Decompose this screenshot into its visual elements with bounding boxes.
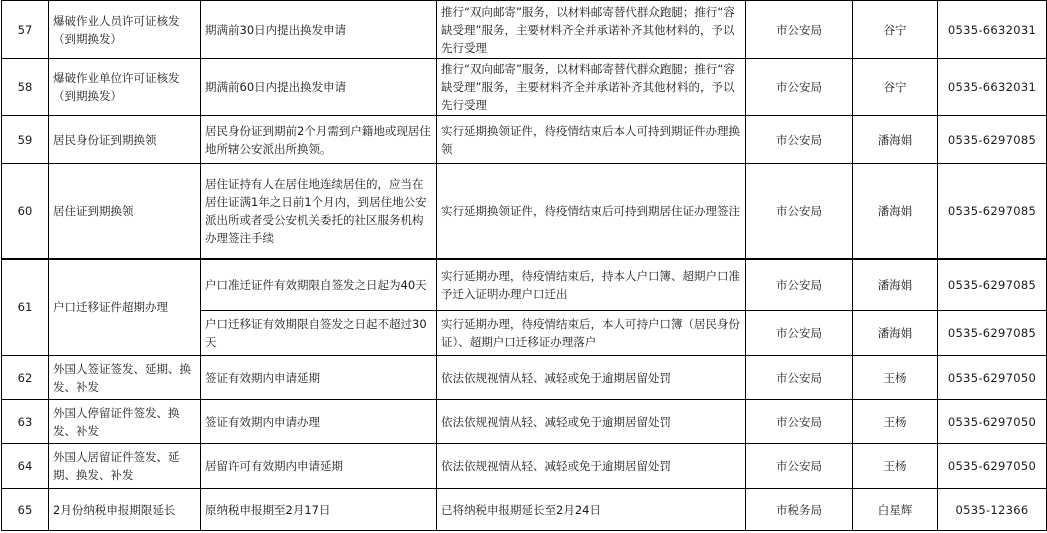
item-name: 户口迁移证件超期办理 <box>49 259 201 356</box>
requirement: 签证有效期内申请延期 <box>201 356 437 400</box>
measure: 实行延期换领证件，待疫情结束后可持到期居住证办理签注 <box>437 164 746 259</box>
phone-number: 0535-6297085 <box>938 311 1047 356</box>
item-name: 外国人签证签发、延期、换发、补发 <box>49 356 201 400</box>
department: 市公安局 <box>746 1 853 59</box>
contact-person: 王杨 <box>853 356 938 400</box>
requirement: 户口迁移证有效期限自签发之日起不超过30天 <box>201 311 437 356</box>
department: 市公安局 <box>746 400 853 444</box>
contact-person: 白星辉 <box>853 489 938 531</box>
requirement: 户口准迁证件有效期限自签发之日起为40天 <box>201 259 437 311</box>
contact-person: 谷宁 <box>853 1 938 59</box>
measure: 已将纳税申报期延长至2月24日 <box>437 489 746 531</box>
row-number: 64 <box>2 444 49 489</box>
requirement: 居留许可有效期内申请延期 <box>201 444 437 489</box>
row-number: 59 <box>2 116 49 164</box>
phone-number: 0535-12366 <box>938 489 1047 531</box>
department: 市公安局 <box>746 444 853 489</box>
contact-person: 潘海娟 <box>853 116 938 164</box>
phone-number: 0535-6632031 <box>938 1 1047 59</box>
row-number: 58 <box>2 59 49 116</box>
item-name: 外国人居留证件签发、延期、换发、补发 <box>49 444 201 489</box>
phone-number: 0535-6297050 <box>938 356 1047 400</box>
requirement: 期满前30日内提出换发申请 <box>201 1 437 59</box>
measure: 推行“双向邮寄”服务，以材料邮寄替代群众跑腿；推行“容缺受理”服务，主要材料齐全并承诺补齐其他材料的，予以先行受理 <box>437 1 746 59</box>
phone-number: 0535-6297050 <box>938 444 1047 489</box>
requirement: 期满前60日内提出换发申请 <box>201 59 437 116</box>
requirement: 原纳税申报期至2月17日 <box>201 489 437 531</box>
contact-person: 潘海娟 <box>853 259 938 311</box>
phone-number: 0535-6297085 <box>938 116 1047 164</box>
row-number: 62 <box>2 356 49 400</box>
measure: 实行延期办理，待疫情结束后，持本人户口簿、超期户口准予迁入证明办理户口迁出 <box>437 259 746 311</box>
measure: 依法依规视情从轻、减轻或免于逾期居留处罚 <box>437 356 746 400</box>
row-number: 65 <box>2 489 49 531</box>
contact-person: 潘海娟 <box>853 164 938 259</box>
phone-number: 0535-6297085 <box>938 164 1047 259</box>
department: 市税务局 <box>746 489 853 531</box>
department: 市公安局 <box>746 59 853 116</box>
contact-person: 王杨 <box>853 400 938 444</box>
contact-person: 王杨 <box>853 444 938 489</box>
contact-person: 谷宁 <box>853 59 938 116</box>
table-row <box>2 400 1047 444</box>
requirement: 居民身份证到期前2个月需到户籍地或现居住地所辖公安派出所换领。 <box>201 116 437 164</box>
measure: 实行延期办理，待疫情结束后，本人可持户口簿（居民身份证）、超期户口迁移证办理落户 <box>437 311 746 356</box>
measure: 依法依规视情从轻、减轻或免于逾期居留处罚 <box>437 400 746 444</box>
measure: 实行延期换领证件，待疫情结束后本人可持到期证件办理换领 <box>437 116 746 164</box>
department: 市公安局 <box>746 116 853 164</box>
item-name: 2月份纳税申报期限延长 <box>49 489 201 531</box>
item-name: 居民身份证到期换领 <box>49 116 201 164</box>
department: 市公安局 <box>746 356 853 400</box>
phone-number: 0535-6297085 <box>938 259 1047 311</box>
contact-person: 潘海娟 <box>853 311 938 356</box>
table-row <box>2 444 1047 489</box>
item-name: 外国人停留证件签发、换发、补发 <box>49 400 201 444</box>
department: 市公安局 <box>746 164 853 259</box>
item-name: 爆破作业单位许可证核发（到期换发） <box>49 59 201 116</box>
table-row <box>2 259 1047 311</box>
item-name: 居住证到期换领 <box>49 164 201 259</box>
department: 市公安局 <box>746 311 853 356</box>
row-number: 63 <box>2 400 49 444</box>
table-row <box>2 1 1047 59</box>
row-number: 60 <box>2 164 49 259</box>
requirement: 签证有效期内申请办理 <box>201 400 437 444</box>
table-row <box>2 356 1047 400</box>
service-table <box>1 0 1047 531</box>
table-row <box>2 116 1047 164</box>
requirement: 居住证持有人在居住地连续居住的，应当在居住证满1年之日前1个月内，到居住地公安派出所或者受公安机关委托的社区服务机构办理签注手续 <box>201 164 437 259</box>
table-row <box>2 489 1047 531</box>
row-number: 61 <box>2 259 49 356</box>
phone-number: 0535-6632031 <box>938 59 1047 116</box>
table-row <box>2 59 1047 116</box>
measure: 依法依规视情从轻、减轻或免于逾期居留处罚 <box>437 444 746 489</box>
row-number: 57 <box>2 1 49 59</box>
item-name: 爆破作业人员许可证核发（到期换发） <box>49 1 201 59</box>
phone-number: 0535-6297050 <box>938 400 1047 444</box>
table-row <box>2 164 1047 259</box>
department: 市公安局 <box>746 259 853 311</box>
measure: 推行“双向邮寄”服务，以材料邮寄替代群众跑腿；推行“容缺受理”服务，主要材料齐全并承诺补齐其他材料的，予以先行受理 <box>437 59 746 116</box>
